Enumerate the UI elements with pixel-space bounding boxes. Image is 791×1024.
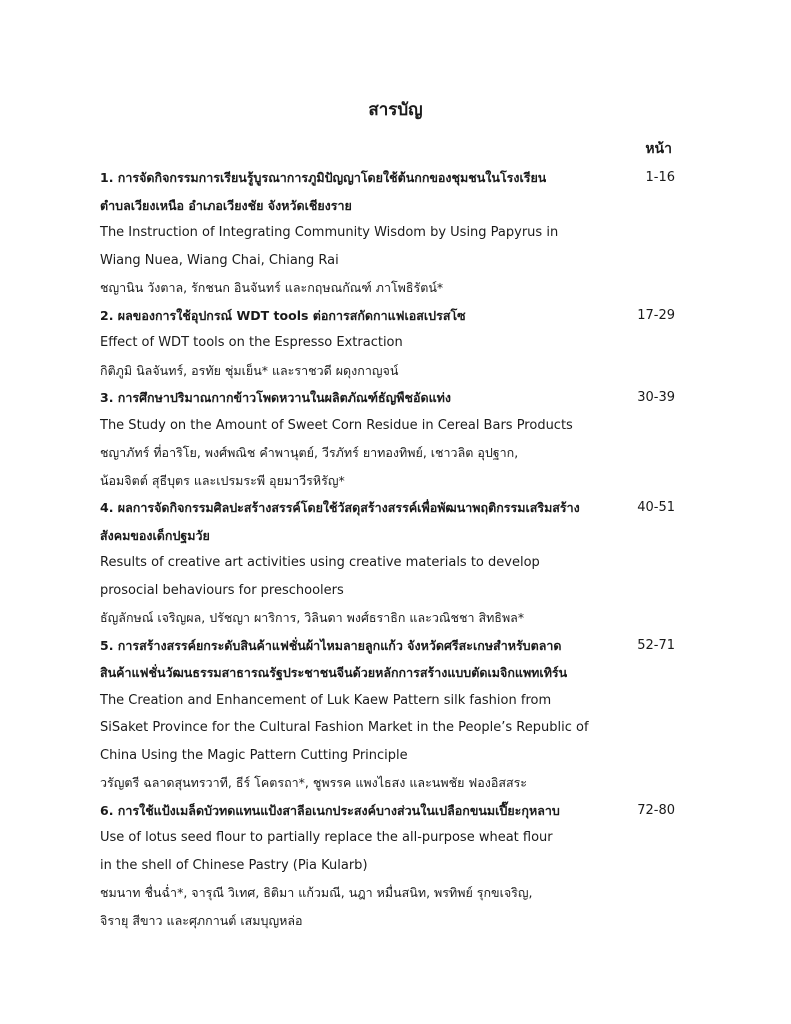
entry-english-title-line: SiSaket Province for the Cultural Fashion Market in the People’s Republic of xyxy=(100,720,589,735)
entry-english-title-line: The Instruction of Integrating Community Wisdom by Using Papyrus in xyxy=(100,225,559,240)
entry-thai-title-text: 1. การจัดกิจกรรมการเรียนรู้บูรณาการภูมิปัญญาโดยใช้ต้นกกของชุมชนในโรงเรียน xyxy=(100,170,547,185)
entry-english-title-line: Wiang Nuea, Wiang Chai, Chiang Rai xyxy=(100,252,339,268)
entry-thai-title-text: 3. การศึกษาปริมาณกากข้าวโพดหวานในผลิตภัณฑ์ธัญพืชอัดแท่ง xyxy=(100,390,451,405)
entry-thai-title-text: 2. ผลของการใช้อุปกรณ์ WDT tools ต่อการสกัดกาแฟเอสเปรสโซ xyxy=(100,307,466,323)
toc-entry xyxy=(100,797,675,935)
entry-english-title-line: prosocial behaviours for preschoolers xyxy=(100,582,344,598)
toc-entry xyxy=(100,494,675,632)
entry-page-range: 1-16 xyxy=(645,170,675,185)
entry-authors-line: วรัญตรี ฉลาดสุนทรวาที, ธีร์ โคตรถา*, ชูพรรค แพงไธสง และนพชัย ฟองอิสสระ xyxy=(100,775,528,790)
entry-english-title-line: The Creation and Enhancement of Luk Kaew Pattern silk fashion from xyxy=(100,692,552,708)
entry-page-range: 72-80 xyxy=(637,802,675,818)
entry-english-title-line: Results of creative art activities using creative materials to develop xyxy=(100,555,540,570)
entry-thai-title-line xyxy=(100,192,675,220)
entry-thai-title-line xyxy=(100,522,675,550)
entry-thai-title-line xyxy=(100,797,675,825)
entry-thai-title-text: สังคมของเด็กปฐมวัย xyxy=(100,527,210,543)
entry-english-title-line: in the shell of Chinese Pastry (Pia Kularb) xyxy=(100,857,368,873)
entry-english-title-line: China Using the Magic Pattern Cutting Principle xyxy=(100,747,408,763)
entry-thai-title-line xyxy=(100,659,675,687)
entry-english-title-line: Use of lotus seed flour to partially replace the all-purpose wheat flour xyxy=(100,830,553,845)
entry-authors-line: ชญานิน วังตาล, รักชนก อินจันทร์ และกฤษณกัณฑ์ ภาโพธิรัตน์* xyxy=(100,280,444,295)
entry-page-range: 30-39 xyxy=(637,390,675,405)
entry-authors-line: กิติภูมิ นิลจันทร์, อรทัย ชุ่มเย็น* และราชวดี ผดุงกาญจน์ xyxy=(100,362,399,378)
entry-page-range: 17-29 xyxy=(637,307,675,323)
entry-authors-line: ชมนาท ชื่นฉ่ำ*, จารุณี วิเทศ, ธิติมา แก้วมณี, นฎา หมื่นสนิท, พรทิพย์ รุกขเจริญ, xyxy=(100,885,533,900)
entry-thai-title-text: 5. การสร้างสรรค์ยกระดับสินค้าแฟชั่นผ้าไหมลายลูกแก้ว จังหวัดศรีสะเกษสำหรับตลาด xyxy=(100,637,562,653)
entry-english-title-line: The Study on the Amount of Sweet Corn Residue in Cereal Bars Products xyxy=(100,417,573,433)
entry-authors-line: จิรายุ สีขาว และศุภกานต์ เสมบุญหล่อ xyxy=(100,912,303,928)
entry-page-range: 40-51 xyxy=(637,500,675,515)
entry-thai-title-line xyxy=(100,164,675,192)
toc-entry xyxy=(100,302,675,385)
page-title: สารบัญ xyxy=(368,100,423,120)
entry-authors-line: ชญาภัทร์ ที่อาริโย, พงศ์พณิช คำพานุตย์, วีรภัทร์ ยาทองทิพย์, เชาวลิต อุปฐาก, xyxy=(100,445,519,460)
entry-thai-title-text: ตำบลเวียงเหนือ อำเภอเวียงชัย จังหวัดเชียงราย xyxy=(100,197,352,213)
entry-authors-line: ธัญลักษณ์ เจริญผล, ปรัชญา ผาริการ, วิลินดา พงศ์ธราธิก และวณิชชา สิทธิพล* xyxy=(100,610,525,625)
entry-english-title-line: Effect of WDT tools on the Espresso Extraction xyxy=(100,335,403,350)
entry-thai-title-text: สินค้าแฟชั่นวัฒนธรรมสาธารณรัฐประชาชนจีนด้วยหลักการสร้างแบบตัดเมจิกแพทเทิร์น xyxy=(100,665,568,680)
entry-thai-title-line xyxy=(100,494,675,522)
table-of-contents xyxy=(100,164,675,934)
entry-authors-line: น้อมจิตต์ สุธีบุตร และเปรมระพี อุยมาวีรหิรัญ* xyxy=(100,472,345,488)
entry-thai-title-line xyxy=(100,302,675,330)
entry-thai-title-line xyxy=(100,632,675,660)
toc-entry xyxy=(100,384,675,494)
page-column-header: หน้า xyxy=(645,141,672,157)
toc-entry xyxy=(100,632,675,797)
entry-thai-title-text: 4. ผลการจัดกิจกรรมศิลปะสร้างสรรค์โดยใช้วัสดุสร้างสรรค์เพื่อพัฒนาพฤติกรรมเสริมสร้าง xyxy=(100,500,580,515)
entry-page-range: 52-71 xyxy=(637,637,675,653)
entry-thai-title-text: 6. การใช้แป้งเมล็ดบัวทดแทนแป้งสาลีอเนกประสงค์บางส่วนในเปลือกขนมเปี๊ยะกุหลาบ xyxy=(100,802,560,818)
entry-thai-title-line xyxy=(100,384,675,412)
toc-entry xyxy=(100,164,675,302)
